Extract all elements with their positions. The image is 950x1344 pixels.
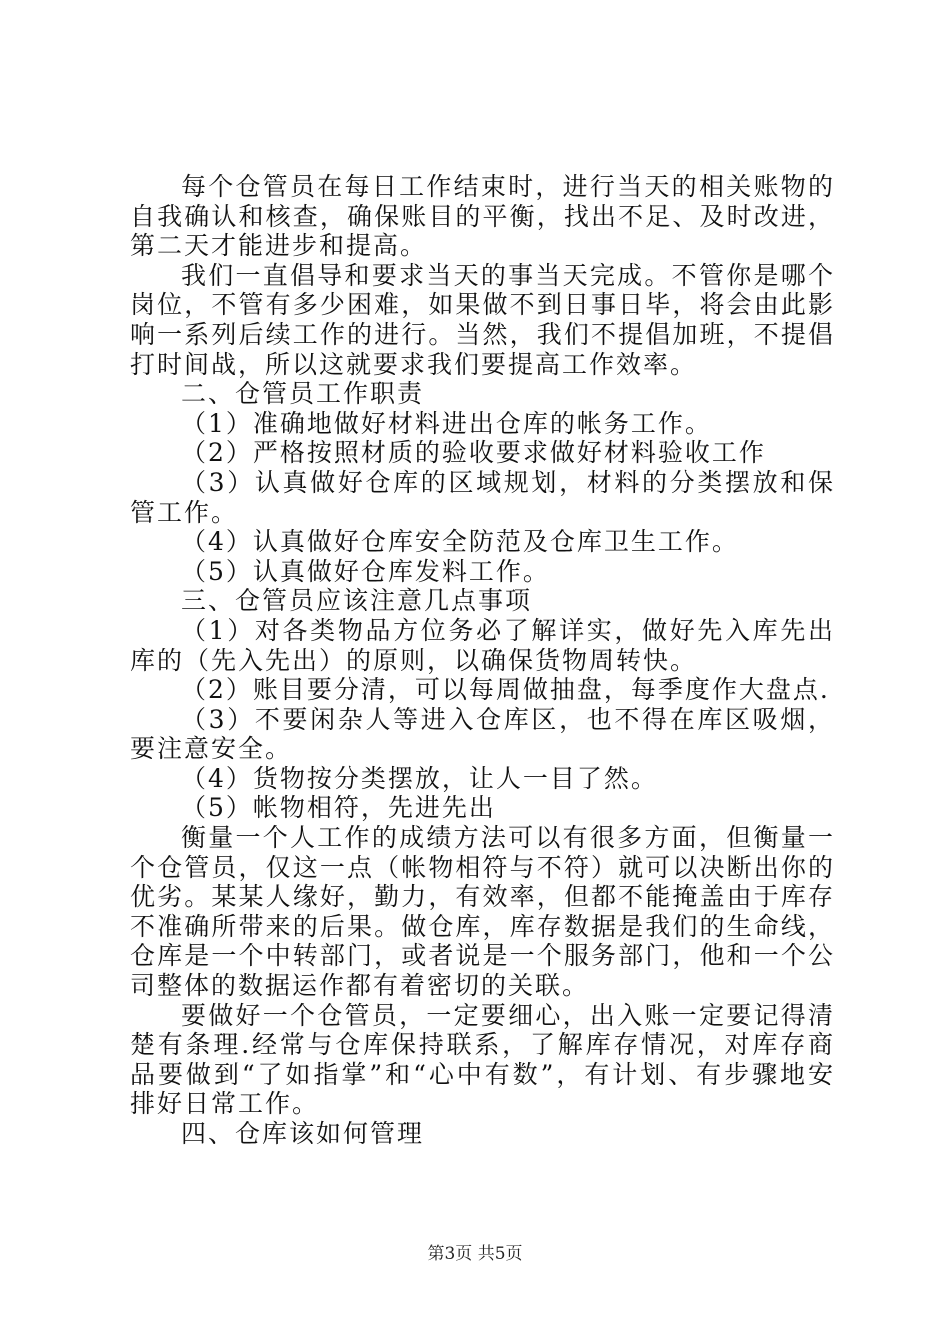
section-heading-duties: 二、仓管员工作职责	[181, 379, 425, 409]
duty-item-5: （5）认真做好仓库发料工作。	[181, 556, 550, 586]
paragraph-be-careful: 要做好一个仓管员，一定要细心，出入账一定要记得清楚有条理.经常与仓库保持联系，了解库存情况，对库存商品要做到“了如指掌”和“心中有数”，有计划、有步骤地安排好日常工作。	[130, 1000, 835, 1119]
paragraph-same-day-completion: 我们一直倡导和要求当天的事当天完成。不管你是哪个岗位，不管有多少困难，如果做不到日事日毕，将会由此影响一系列后续工作的进行。当然，我们不提倡加班，不提倡打时间战，所以这就要求我们要提高工作效率。	[130, 260, 835, 379]
duty-item-1: （1）准确地做好材料进出仓库的帐务工作。	[181, 408, 712, 438]
note-item-3: （3）不要闲杂人等进入仓库区，也不得在库区吸烟，要注意安全。	[130, 704, 835, 764]
note-item-4: （4）货物按分类摆放，让人一目了然。	[181, 763, 658, 793]
paragraph-measure-performance: 衡量一个人工作的成绩方法可以有很多方面，但衡量一个仓管员，仅这一点（帐物相符与不符）就可以决断出你的优劣。某某人缘好，勤力，有效率，但都不能掩盖由于库存不准确所带来的后果。做仓库，库存数据是我们的生命线，仓库是一个中转部门，或者说是一个服务部门，他和一个公司整体的数据运作都有着密切的关联。	[130, 823, 835, 1001]
duty-item-2: （2）严格按照材质的验收要求做好材料验收工作	[181, 438, 766, 468]
section-heading-notes: 三、仓管员应该注意几点事项	[181, 586, 533, 616]
page-footer: 第3页 共5页	[427, 1244, 523, 1264]
duty-item-4: （4）认真做好仓库安全防范及仓库卫生工作。	[181, 527, 739, 557]
section-heading-management: 四、仓库该如何管理	[181, 1119, 425, 1148]
note-item-1: （1）对各类物品方位务必了解详实，做好先入库先出库的（先入先出）的原则，以确保货物周转快。	[130, 615, 835, 675]
note-item-5: （5）帐物相符，先进先出	[181, 793, 496, 823]
paragraph-daily-check: 每个仓管员在每日工作结束时，进行当天的相关账物的自我确认和核查，确保账目的平衡，找出不足、及时改进，第二天才能进步和提高。	[130, 172, 835, 261]
note-item-2: （2）账目要分清，可以每周做抽盘，每季度作大盘点.	[181, 675, 830, 705]
document-body	[130, 172, 835, 1149]
duty-item-3: （3）认真做好仓库的区域规划，材料的分类摆放和保管工作。	[130, 467, 835, 527]
